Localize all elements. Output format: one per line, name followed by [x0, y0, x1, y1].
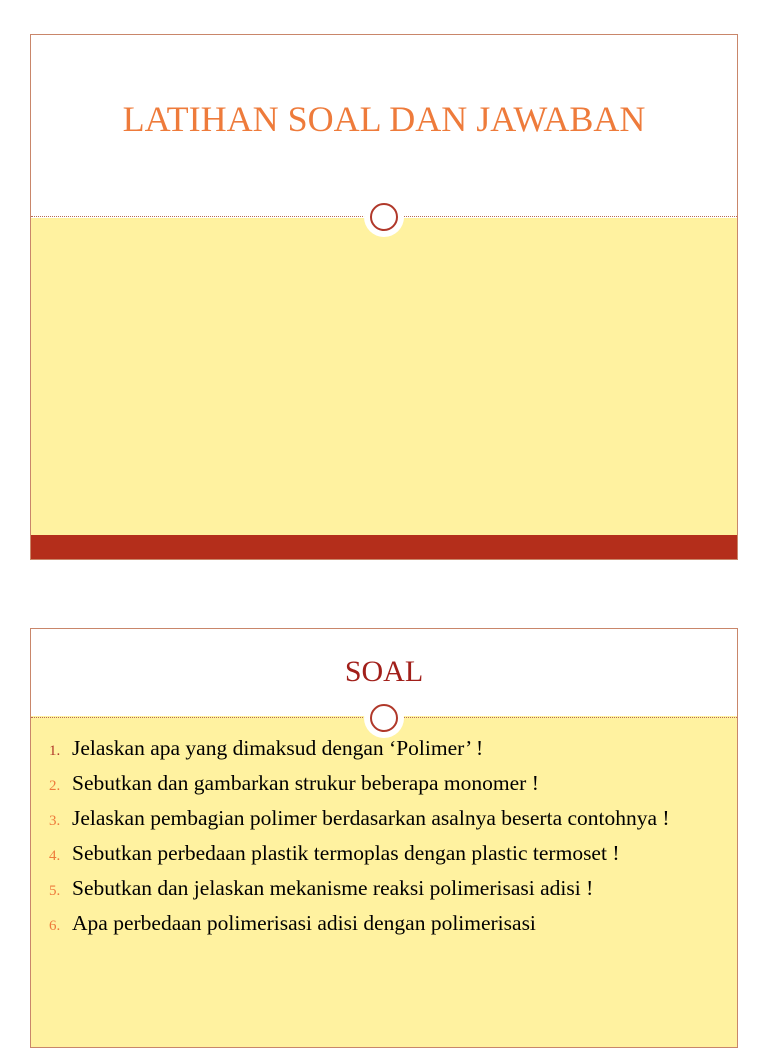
item-text: Sebutkan perbedaan plastik termoplas dengan plastic termoset !: [72, 841, 620, 865]
list-item: [49, 873, 719, 903]
slide-title-text: SOAL: [344, 655, 424, 688]
slide-header: [31, 35, 737, 218]
slide-questions: [30, 628, 738, 1048]
list-item: [49, 733, 719, 763]
ring-ornament-icon: [364, 698, 404, 738]
item-text: Jelaskan pembagian polimer berdasarkan asalnya beserta contohnya !: [72, 806, 670, 830]
list-item: [49, 908, 719, 938]
item-number: 1.: [49, 743, 61, 759]
list-item: [49, 838, 719, 868]
list-item: [49, 768, 719, 798]
slide-title-text: LATIHAN SOAL DAN JAWABAN: [122, 99, 646, 139]
bottom-accent-bar: [31, 535, 737, 559]
item-text: Apa perbedaan polimerisasi adisi dengan polimerisasi: [72, 911, 536, 935]
item-text: Jelaskan apa yang dimaksud dengan ‘Polimer’ !: [72, 736, 484, 760]
ring-ornament-icon: [364, 197, 404, 237]
item-number: 6.: [49, 918, 61, 934]
item-number: 4.: [49, 848, 61, 864]
question-list: [49, 733, 719, 943]
item-number: 2.: [49, 778, 61, 794]
item-text: Sebutkan dan gambarkan strukur beberapa monomer !: [72, 771, 539, 795]
slide-title: [30, 34, 738, 560]
item-number: 3.: [49, 813, 61, 829]
list-item: [49, 803, 719, 833]
item-number: 5.: [49, 883, 61, 899]
item-text: Sebutkan dan jelaskan mekanisme reaksi polimerisasi adisi !: [72, 876, 594, 900]
